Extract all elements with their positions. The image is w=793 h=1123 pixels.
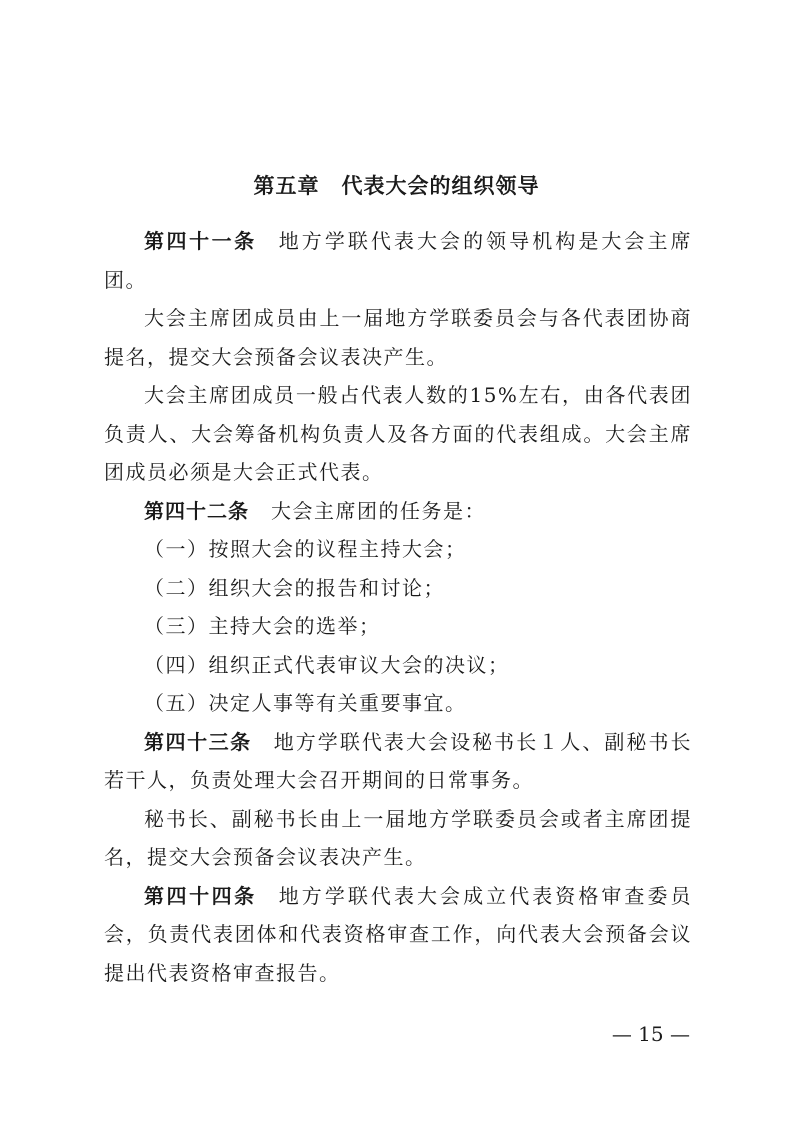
paragraph-text: 地方学联代表大会的领导机构是大会主席团。: [104, 229, 693, 292]
list-item: [104, 607, 692, 646]
paragraph: [104, 800, 692, 877]
paragraph: [104, 877, 692, 993]
article-number: 第四十二条: [144, 498, 249, 523]
paragraph-text: （一）按照大会的议程主持大会；: [144, 537, 467, 561]
list-item: [104, 530, 692, 569]
paragraph-text: （四）组织正式代表审议大会的决议；: [144, 652, 510, 677]
paragraph-text: 地方学联代表大会成立代表资格审查委员会，负责代表团体和代表资格审查工作，向代表大会预备会议提出代表资格审查报告。: [104, 883, 693, 985]
paragraph-text: 秘书长、副秘书长由上一届地方学联委员会或者主席团提名，提交大会预备会议表决产生。: [104, 806, 692, 869]
paragraph-text: 大会主席团成员一般占代表人数的15%左右，由各代表团负责人、大会筹备机构负责人及各方面的代表组成。大会主席团成员必须是大会正式代表。: [104, 383, 692, 484]
paragraph-text: 大会主席团的任务是：: [271, 498, 486, 523]
paragraph: [104, 492, 692, 531]
paragraph-text: 大会主席团成员由上一届地方学联委员会与各代表团协商提名，提交大会预备会议表决产生。: [104, 306, 692, 369]
chapter-title: 第五章 代表大会的组织领导: [253, 173, 540, 198]
paragraph: [104, 222, 692, 299]
paragraph-text: （二）组织大会的报告和讨论；: [144, 575, 445, 600]
article-number: 第四十三条: [144, 729, 252, 754]
paragraph: [104, 299, 692, 376]
paragraph: [104, 723, 692, 800]
paragraph-text: （五）决定人事等有关重要事宜。: [144, 691, 467, 715]
article-number: 第四十四条: [144, 883, 257, 908]
paragraph: [104, 376, 692, 492]
list-item: [104, 646, 692, 685]
list-item: [104, 569, 692, 608]
list-item: [104, 684, 692, 723]
paragraph-text: （三）主持大会的选举；: [144, 614, 381, 638]
page-number: — 15 —: [611, 1022, 690, 1046]
chapter-body: [104, 222, 692, 992]
article-number: 第四十一条: [144, 229, 257, 253]
paragraph-text: 地方学联代表大会设秘书长１人、副秘书长若干人，负责处理大会召开期间的日常事务。: [104, 729, 693, 792]
